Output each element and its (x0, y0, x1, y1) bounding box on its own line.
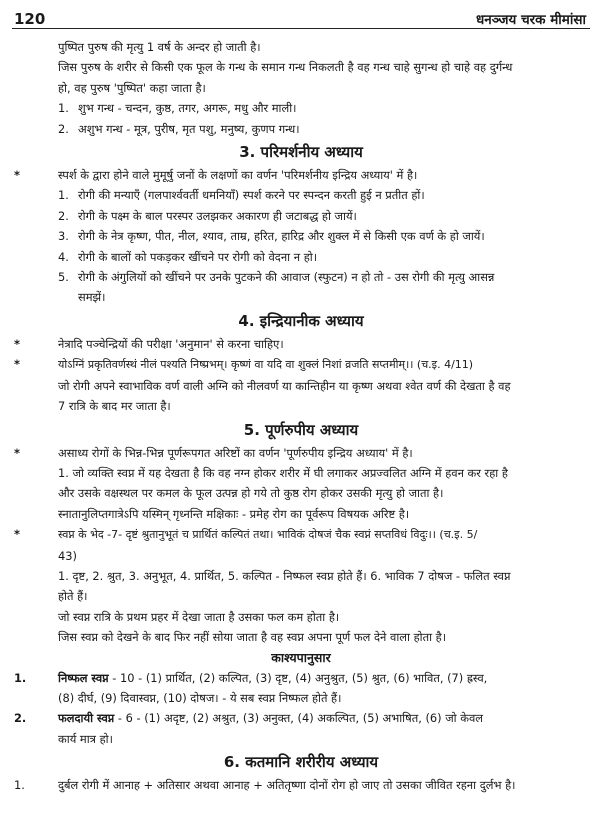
list-item (12, 206, 590, 226)
list-number: 2. (58, 208, 69, 223)
list-number: 1. (14, 670, 27, 685)
paragraph-line: 7 रात्रि के बाद मर जाता है। (58, 399, 171, 414)
paragraph-line: जो रोगी अपने स्वाभाविक वर्ण वाली अग्नि को नीलवर्ण या कान्तिहीन या कृष्ण अथवा श्वेत वर्ण की देखता है वह (58, 378, 511, 393)
list-item (12, 98, 590, 118)
section-heading-6: 6. कतमानि शरीरीय अध्याय (223, 753, 379, 772)
list-item (12, 185, 590, 205)
list-number: 3. (58, 229, 69, 244)
list-text: शुभ गन्ध - चन्दन, कुष्ठ, तगर, अगरू, मधु और माली। (78, 101, 297, 116)
star-bullet: * (14, 336, 20, 351)
paragraph-text: स्पर्श के द्वारा होने वाले मुमूर्षु जनों के लक्षणों का वर्णन 'परिमर्शनीय इन्द्रिय अध्याय' में है। (58, 168, 418, 183)
list-text: रोगी के पक्ष्म के बाल परस्पर उलझकर अकारण ही जटाबद्ध हो जायें। (78, 208, 357, 223)
star-bullet: * (14, 527, 20, 542)
running-header (12, 0, 590, 29)
paragraph (12, 334, 590, 354)
list-item (12, 119, 590, 139)
kashyapa-item (12, 668, 590, 688)
paragraph-line: स्नातानुलिप्तगात्रेऽपि यस्मिन् गृध्नन्ति मक्षिकाः - प्रमेह रोग का पूर्वरूप विषयक अरिष्ट है। (58, 506, 410, 521)
paragraph-line: 1. दृष्ट, 2. श्रुत, 3. अनुभूत, 4. प्रार्थित, 5. कल्पित - निष्फल स्वप्न होते हैं। 6. भाविक 7 दोषज - फलित स्वप्न (58, 568, 511, 583)
sub-heading: काश्यपानुसार (271, 649, 331, 665)
list-number: 2. (14, 711, 27, 726)
term-bold: निष्फल स्वप्न (58, 670, 109, 685)
list-text: रोगी के बालों को पकड़कर खींचने पर रोगी को वेदना न हो। (78, 249, 318, 264)
list-number: 1. (14, 778, 25, 793)
paragraph-text: नेत्रादि पञ्चेन्द्रियों की परीक्षा 'अनुमान' से करना चाहिए। (58, 336, 284, 351)
list-text: रोगी की मन्याएँ (गलपार्श्ववर्ती धमनियाँ) स्पर्श करने पर स्पन्दन करती हुई न प्रतीत हों। (78, 188, 425, 203)
intro-line-2: जिस पुरुष के शरीर से किसी एक फूल के गन्ध के समान गन्ध निकलती है वह गन्ध चाहे सुगन्ध हो चाहे वह दुर्गन्ध (58, 60, 513, 75)
list-text-continued: कार्य मात्र हो। (58, 731, 113, 746)
list-text: रोगी के नेत्र कृष्ण, पीत, नील, श्याव, ताम्र, हरित, हारिद्र और शुक्ल में से किसी एक वर्ण के हो जायें। (78, 229, 485, 244)
term-bold: फलदायी स्वप्न (58, 711, 115, 726)
list-text: दुर्बल रोगी में आनाह + अतिसार अथवा आनाह + अतितृष्णा दोनों रोग हो जाए तो उसका जीवित रहना दुर्लभ है। (58, 778, 516, 793)
intro-line-3: हो, वह पुरुष 'पुष्पित' कहा जाता है। (58, 80, 206, 95)
star-bullet: * (14, 168, 20, 183)
section-heading-4: 4. इन्द्रियानीक अध्याय (238, 311, 364, 330)
paragraph-line: और उसके वक्षस्थल पर कमल के फूल उत्पन्न हो गये तो कुष्ठ रोग होकर उसकी मृत्यु हो जाता है। (58, 486, 444, 501)
paragraph-line: 1. जो व्यक्ति स्वप्न में यह देखता है कि वह नग्न होकर शरीर में घी लगाकर अप्रज्वलित अग्नि में हवन कर रहा है (58, 465, 508, 480)
shloka-text: स्वप्न के भेद -7- दृष्टं श्रुतानुभूतं च प्रार्थितं कल्पितं तथा। भाविकं दोषजं चैक स्वप्नं सप्तविधं विदुः।। (च.इ. 5/ (58, 528, 478, 542)
star-bullet: * (14, 357, 20, 372)
page-number: 120 (14, 10, 46, 28)
paragraph (12, 524, 590, 545)
kashyapa-item (12, 708, 590, 728)
page-body (12, 29, 590, 796)
term-text: - 6 - (1) अदृष्ट, (2) अश्रुत, (3) अनुक्त, (4) अकल्पित, (5) अभाषित, (6) जो केवल (114, 711, 484, 726)
list-item (12, 247, 590, 267)
list-item (12, 775, 590, 795)
paragraph-line: 43) (58, 548, 77, 563)
list-number: 1. (58, 188, 69, 203)
list-number: 1. (58, 101, 69, 116)
paragraph-line: जिस स्वप्न को देखने के बाद फिर नहीं सोया जाता है वह स्वप्न अपना पूर्ण फल देने वाला होता है। (58, 630, 447, 645)
list-text: रोगी के अंगुलियों को खींचने पर उनके पुटकने की आवाज (स्फुटन) न हो तो - उस रोगी की मृत्यु आसन्न (78, 270, 495, 285)
paragraph-line: जो स्वप्न रात्रि के प्रथम प्रहर में देखा जाता है उसका फल कम होता है। (58, 609, 340, 624)
list-number: 4. (58, 249, 69, 264)
intro-line-1: पुष्पित पुरुष की मृत्यु 1 वर्ष के अन्दर हो जाती है। (58, 40, 261, 54)
section-heading-3: 3. परिमर्शनीय अध्याय (239, 143, 363, 162)
list-text-continued: (8) दीर्घ, (9) दिवास्वप्न, (10) दोषज। - ये सब स्वप्न निष्फल होते हैं। (58, 690, 342, 705)
paragraph-line: होते हैं। (58, 589, 88, 604)
list-item (12, 267, 590, 287)
paragraph (12, 443, 590, 463)
paragraph-text: असाध्य रोगों के भिन्न-भिन्न पूर्णरूपगत अरिष्टों का वर्णन 'पूर्णरुपीय इन्द्रिय अध्याय' में है। (58, 445, 413, 460)
term-text: - 10 - (1) प्रार्थित, (2) कल्पित, (3) दृष्ट, (4) अनुश्रुत, (5) श्रुत, (6) भावित, (7) ह्रस्व, (108, 670, 488, 685)
list-number: 5. (58, 270, 69, 285)
book-title: धनञ्जय चरक मीमांसा (475, 12, 586, 28)
list-text-continued: समझें। (78, 290, 106, 305)
list-text: अशुभ गन्ध - मूत्र, पुरीष, मृत पशु, मनुष्य, कुणप गन्ध। (78, 121, 300, 136)
shloka (12, 354, 590, 375)
section-heading-5: 5. पूर्णरुपीय अध्याय (243, 420, 359, 439)
list-number: 2. (58, 121, 69, 136)
list-item (12, 226, 590, 246)
paragraph (12, 165, 590, 185)
star-bullet: * (14, 445, 20, 460)
shloka-text: योऽग्निं प्रकृतिवर्णस्थं नीलं पश्यति निष्प्रभम्। कृष्णं वा यदि वा शुक्लं निशां व्रजति सप्तमीम्।। (च.इ. 4/11) (58, 358, 474, 372)
